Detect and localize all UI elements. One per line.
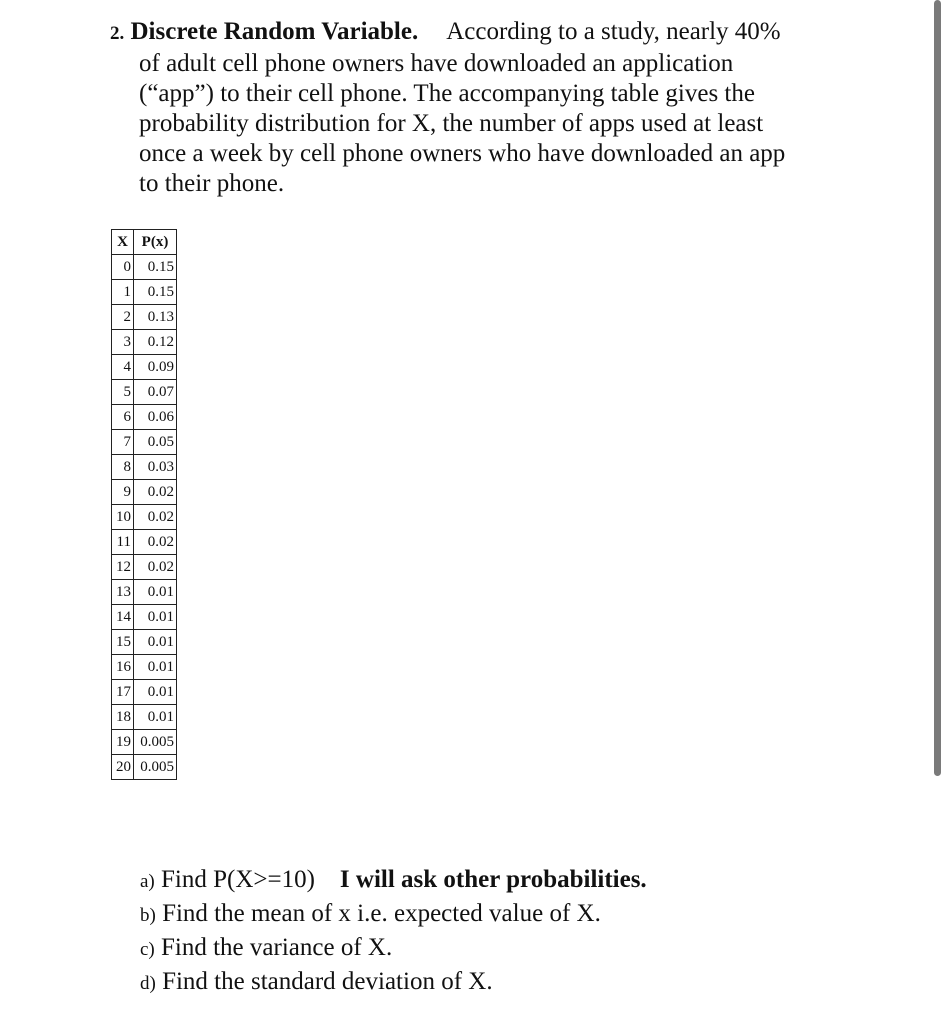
question-text: Find the mean of x i.e. expected value of X. [162, 900, 601, 927]
table-row [112, 530, 177, 555]
cell-px: 0.02 [134, 530, 177, 555]
cell-px: 0.12 [134, 330, 177, 355]
cell-px: 0.02 [134, 555, 177, 580]
problem-number: 2. [110, 23, 125, 44]
cell-x: 4 [112, 355, 134, 380]
question-letter: d) [140, 973, 156, 994]
cell-px: 0.02 [134, 480, 177, 505]
problem-text-line-1: According to a study, nearly 40% [446, 18, 781, 45]
table-row [112, 680, 177, 705]
problem-text-line-4: probability distribution for X, the number of apps used at least [139, 110, 764, 137]
cell-px: 0.01 [134, 580, 177, 605]
table-row [112, 555, 177, 580]
cell-x: 10 [112, 505, 134, 530]
table-row [112, 755, 177, 780]
problem-statement [110, 17, 850, 199]
cell-px: 0.01 [134, 655, 177, 680]
cell-px: 0.06 [134, 405, 177, 430]
header-x: X [112, 230, 134, 255]
table-row [112, 705, 177, 730]
cell-x: 0 [112, 255, 134, 280]
problem-text-line-2: of adult cell phone owners have downloaded an application [139, 50, 734, 77]
cell-x: 14 [112, 605, 134, 630]
question-b [140, 898, 647, 932]
table-row [112, 605, 177, 630]
cell-px: 0.15 [134, 255, 177, 280]
cell-px: 0.05 [134, 430, 177, 455]
cell-px: 0.01 [134, 680, 177, 705]
cell-px: 0.07 [134, 380, 177, 405]
problem-title: Discrete Random Variable. [130, 18, 419, 45]
cell-px: 0.03 [134, 455, 177, 480]
cell-x: 7 [112, 430, 134, 455]
problem-text-line-5: once a week by cell phone owners who have downloaded an app [139, 140, 786, 167]
cell-x: 9 [112, 480, 134, 505]
cell-x: 2 [112, 305, 134, 330]
probability-distribution-table [111, 229, 177, 780]
question-letter: b) [140, 905, 156, 926]
cell-px: 0.005 [134, 730, 177, 755]
cell-px: 0.01 [134, 630, 177, 655]
cell-px: 0.13 [134, 305, 177, 330]
question-c [140, 932, 647, 966]
cell-x: 19 [112, 730, 134, 755]
cell-x: 13 [112, 580, 134, 605]
cell-x: 3 [112, 330, 134, 355]
table-row [112, 480, 177, 505]
question-text: Find the standard deviation of X. [162, 968, 493, 995]
cell-x: 20 [112, 755, 134, 780]
cell-px: 0.005 [134, 755, 177, 780]
table-row [112, 305, 177, 330]
table-row [112, 630, 177, 655]
questions-list [140, 864, 647, 1000]
cell-x: 16 [112, 655, 134, 680]
table-row [112, 430, 177, 455]
table-row [112, 380, 177, 405]
problem-heading [110, 17, 850, 49]
cell-x: 11 [112, 530, 134, 555]
question-text: Find the variance of X. [161, 934, 393, 961]
header-px: P(x) [134, 230, 177, 255]
question-a [140, 864, 647, 898]
question-d [140, 966, 647, 1000]
table-row [112, 255, 177, 280]
cell-px: 0.02 [134, 505, 177, 530]
table-row [112, 405, 177, 430]
cell-px: 0.01 [134, 705, 177, 730]
question-note: I will ask other probabilities. [339, 866, 647, 893]
cell-px: 0.09 [134, 355, 177, 380]
table-row [112, 505, 177, 530]
cell-px: 0.01 [134, 605, 177, 630]
cell-x: 12 [112, 555, 134, 580]
table-row [112, 580, 177, 605]
table-row [112, 455, 177, 480]
problem-text-line-6: to their phone. [139, 170, 285, 197]
table-row [112, 730, 177, 755]
cell-px: 0.15 [134, 280, 177, 305]
table-row [112, 355, 177, 380]
problem-text-line-3: (“app”) to their cell phone. The accompanying table gives the [139, 80, 755, 107]
table-row [112, 330, 177, 355]
cell-x: 6 [112, 405, 134, 430]
table-header-row [112, 230, 177, 255]
cell-x: 1 [112, 280, 134, 305]
cell-x: 15 [112, 630, 134, 655]
cell-x: 8 [112, 455, 134, 480]
cell-x: 18 [112, 705, 134, 730]
table-row [112, 280, 177, 305]
question-letter: a) [140, 871, 155, 892]
vertical-scrollbar[interactable] [934, 0, 941, 776]
question-letter: c) [140, 939, 155, 960]
cell-x: 5 [112, 380, 134, 405]
table-row [112, 655, 177, 680]
question-text: Find P(X>=10) [161, 866, 315, 893]
cell-x: 17 [112, 680, 134, 705]
